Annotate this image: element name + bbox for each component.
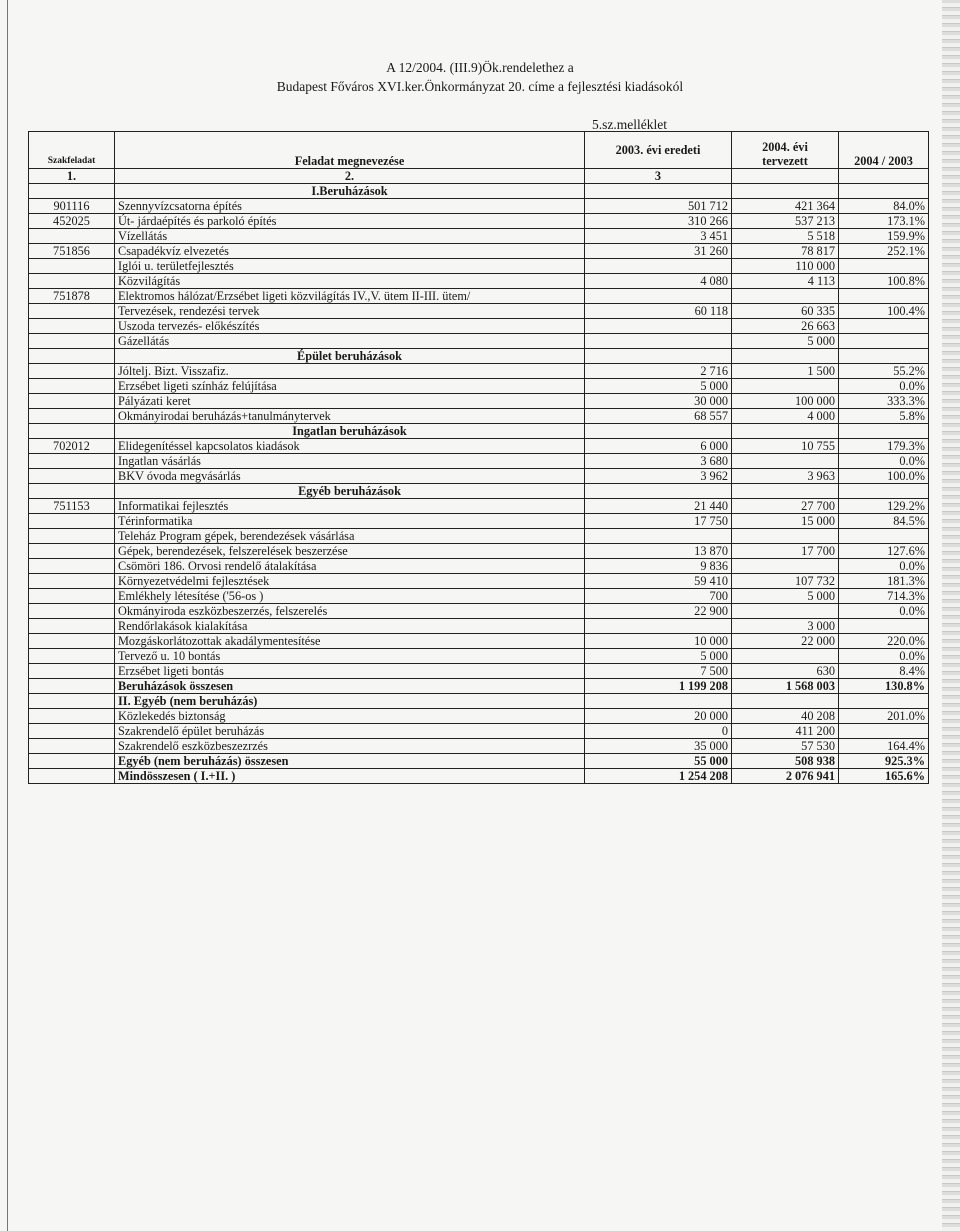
row-ratio: 0.0% xyxy=(839,379,929,394)
row-ratio: 5.8% xyxy=(839,409,929,424)
row-name: Pályázati keret xyxy=(115,394,585,409)
row-name: Út- járdaépítés és parkoló építés xyxy=(115,214,585,229)
row-ratio: 100.8% xyxy=(839,274,929,289)
row-value-2003: 3 451 xyxy=(585,229,732,244)
row-value-2003 xyxy=(585,259,732,274)
decree-reference: A 12/2004. (III.9)Ök.rendelethez a xyxy=(386,60,574,75)
row-code xyxy=(29,559,115,574)
section-ratio-cell xyxy=(839,184,929,199)
row-value-2004: 1 500 xyxy=(732,364,839,379)
row-ratio: 130.8% xyxy=(839,679,929,694)
row-code: 751856 xyxy=(29,244,115,259)
row-value-2003 xyxy=(585,529,732,544)
row-value-2003: 20 000 xyxy=(585,709,732,724)
row-code xyxy=(29,364,115,379)
row-value-2004: 100 000 xyxy=(732,394,839,409)
row-code xyxy=(29,664,115,679)
row-ratio: 220.0% xyxy=(839,634,929,649)
table-row xyxy=(29,319,929,334)
row-value-2003: 2 716 xyxy=(585,364,732,379)
row-value-2003: 68 557 xyxy=(585,409,732,424)
total-row xyxy=(29,769,929,784)
table-row xyxy=(29,574,929,589)
header-ratio: 2004 / 2003 xyxy=(839,132,929,169)
row-code xyxy=(29,649,115,664)
row-value-2004: 110 000 xyxy=(732,259,839,274)
table-row xyxy=(29,454,929,469)
table-row xyxy=(29,589,929,604)
row-code xyxy=(29,229,115,244)
row-code xyxy=(29,769,115,784)
row-name: BKV óvoda megvásárlás xyxy=(115,469,585,484)
row-value-2004: 411 200 xyxy=(732,724,839,739)
row-value-2004: 3 000 xyxy=(732,619,839,634)
table-row xyxy=(29,724,929,739)
row-value-2004: 78 817 xyxy=(732,244,839,259)
row-value-2003: 1 254 208 xyxy=(585,769,732,784)
row-ratio xyxy=(839,619,929,634)
table-row xyxy=(29,499,929,514)
row-name: Elidegenítéssel kapcsolatos kiadások xyxy=(115,439,585,454)
row-code xyxy=(29,274,115,289)
row-name: Beruházások összesen xyxy=(115,679,585,694)
row-value-2004: 2 076 941 xyxy=(732,769,839,784)
row-ratio xyxy=(839,289,929,304)
table-row xyxy=(29,394,929,409)
section-row xyxy=(29,184,929,199)
budget-table xyxy=(28,131,929,784)
row-code xyxy=(29,469,115,484)
table-row xyxy=(29,334,929,349)
row-value-2004: 5 000 xyxy=(732,589,839,604)
row-ratio: 159.9% xyxy=(839,229,929,244)
total-row xyxy=(29,754,929,769)
row-name: Szennyvízcsatorna építés xyxy=(115,199,585,214)
row-code xyxy=(29,694,115,709)
section-code-cell xyxy=(29,484,115,499)
row-value-2004: 10 755 xyxy=(732,439,839,454)
row-code: 751153 xyxy=(29,499,115,514)
row-ratio: 179.3% xyxy=(839,439,929,454)
row-code: 452025 xyxy=(29,214,115,229)
row-value-2003: 5 000 xyxy=(585,649,732,664)
row-name: Gépek, berendezések, felszerelések beszerzése xyxy=(115,544,585,559)
row-value-2004: 57 530 xyxy=(732,739,839,754)
row-name: Környezetvédelmi fejlesztések xyxy=(115,574,585,589)
row-code xyxy=(29,739,115,754)
section-title: Ingatlan beruházások xyxy=(115,424,585,439)
row-name: Tervező u. 10 bontás xyxy=(115,649,585,664)
table-row xyxy=(29,409,929,424)
row-ratio: 8.4% xyxy=(839,664,929,679)
row-value-2004: 537 213 xyxy=(732,214,839,229)
row-code xyxy=(29,514,115,529)
row-name: Teleház Program gépek, berendezések vásárlása xyxy=(115,529,585,544)
row-value-2004 xyxy=(732,289,839,304)
row-code xyxy=(29,379,115,394)
section-2003-cell xyxy=(585,349,732,364)
colnum-2004 xyxy=(732,169,839,184)
row-name: Tervezések, rendezési tervek xyxy=(115,304,585,319)
row-value-2003 xyxy=(585,694,732,709)
row-code: 702012 xyxy=(29,439,115,454)
section-2004-cell xyxy=(732,349,839,364)
row-name: Erzsébet ligeti bontás xyxy=(115,664,585,679)
table-row xyxy=(29,559,929,574)
table-row xyxy=(29,544,929,559)
row-name: Szakrendelő eszközbeszezrzés xyxy=(115,739,585,754)
row-value-2003: 60 118 xyxy=(585,304,732,319)
row-ratio: 100.0% xyxy=(839,469,929,484)
row-value-2003 xyxy=(585,319,732,334)
row-ratio: 100.4% xyxy=(839,304,929,319)
row-code xyxy=(29,394,115,409)
column-number-row xyxy=(29,169,929,184)
section-row xyxy=(29,424,929,439)
section-ratio-cell xyxy=(839,424,929,439)
row-value-2004 xyxy=(732,559,839,574)
row-ratio: 181.3% xyxy=(839,574,929,589)
row-code xyxy=(29,604,115,619)
row-value-2004 xyxy=(732,604,839,619)
table-row xyxy=(29,214,929,229)
row-code: 751878 xyxy=(29,289,115,304)
row-value-2004: 4 000 xyxy=(732,409,839,424)
row-ratio: 84.0% xyxy=(839,199,929,214)
row-name: Ingatlan vásárlás xyxy=(115,454,585,469)
table-row xyxy=(29,634,929,649)
section-code-cell xyxy=(29,424,115,439)
section-code-cell xyxy=(29,184,115,199)
table-row xyxy=(29,664,929,679)
row-value-2003: 17 750 xyxy=(585,514,732,529)
row-value-2004 xyxy=(732,694,839,709)
table-row xyxy=(29,739,929,754)
row-code xyxy=(29,589,115,604)
row-value-2003: 3 962 xyxy=(585,469,732,484)
table-row xyxy=(29,364,929,379)
row-value-2004 xyxy=(732,454,839,469)
row-code xyxy=(29,529,115,544)
table-row xyxy=(29,619,929,634)
table-row xyxy=(29,199,929,214)
section-2003-cell xyxy=(585,484,732,499)
row-value-2004: 15 000 xyxy=(732,514,839,529)
row-value-2004: 3 963 xyxy=(732,469,839,484)
row-name: Iglói u. területfejlesztés xyxy=(115,259,585,274)
row-name: Okmányiroda eszközbeszerzés, felszerelés xyxy=(115,604,585,619)
row-value-2003: 501 712 xyxy=(585,199,732,214)
header-code: Szakfeladat xyxy=(29,132,115,169)
row-name: Elektromos hálózat/Erzsébet ligeti közvilágítás IV.,V. ütem II-III. ütem/ xyxy=(115,289,585,304)
row-name: Térinformatika xyxy=(115,514,585,529)
table-row xyxy=(29,244,929,259)
row-value-2003: 59 410 xyxy=(585,574,732,589)
row-name: Emlékhely létesítése ('56-os ) xyxy=(115,589,585,604)
row-ratio: 127.6% xyxy=(839,544,929,559)
row-code xyxy=(29,409,115,424)
row-code xyxy=(29,619,115,634)
row-value-2003: 13 870 xyxy=(585,544,732,559)
row-value-2004: 27 700 xyxy=(732,499,839,514)
table-row xyxy=(29,439,929,454)
row-code xyxy=(29,709,115,724)
row-value-2003: 0 xyxy=(585,724,732,739)
row-name: Erzsébet ligeti színház felújítása xyxy=(115,379,585,394)
row-value-2003: 10 000 xyxy=(585,634,732,649)
section-ratio-cell xyxy=(839,484,929,499)
row-value-2004 xyxy=(732,529,839,544)
row-ratio xyxy=(839,319,929,334)
row-ratio: 165.6% xyxy=(839,769,929,784)
budget-table-body xyxy=(29,132,929,784)
row-value-2004: 5 518 xyxy=(732,229,839,244)
document-title: Budapest Főváros XVI.ker.Önkormányzat 20. címe a fejlesztési kiadásokól xyxy=(276,79,684,94)
row-value-2004: 17 700 xyxy=(732,544,839,559)
row-name: II. Egyéb (nem beruházás) xyxy=(115,694,585,709)
header-2004-line2: tervezett xyxy=(762,154,808,168)
row-value-2003: 310 266 xyxy=(585,214,732,229)
row-ratio: 201.0% xyxy=(839,709,929,724)
row-value-2004: 22 000 xyxy=(732,634,839,649)
row-value-2004: 26 663 xyxy=(732,319,839,334)
row-ratio xyxy=(839,529,929,544)
table-row xyxy=(29,604,929,619)
row-ratio xyxy=(839,724,929,739)
row-ratio: 0.0% xyxy=(839,559,929,574)
table-row xyxy=(29,379,929,394)
annex-label: 5.sz.melléklet xyxy=(592,117,667,132)
row-code xyxy=(29,334,115,349)
table-header-row xyxy=(29,132,929,169)
colnum-name: 2. xyxy=(115,169,585,184)
section-2004-cell xyxy=(732,484,839,499)
row-ratio: 0.0% xyxy=(839,454,929,469)
row-name: Közlekedés biztonság xyxy=(115,709,585,724)
row-value-2003: 21 440 xyxy=(585,499,732,514)
row-code xyxy=(29,454,115,469)
row-name: Közvilágítás xyxy=(115,274,585,289)
row-value-2003: 55 000 xyxy=(585,754,732,769)
row-value-2003: 9 836 xyxy=(585,559,732,574)
row-value-2003 xyxy=(585,334,732,349)
row-ratio: 925.3% xyxy=(839,754,929,769)
row-value-2004: 630 xyxy=(732,664,839,679)
row-ratio: 55.2% xyxy=(839,364,929,379)
row-value-2004: 5 000 xyxy=(732,334,839,349)
row-name: Mozgáskorlátozottak akadálymentesítése xyxy=(115,634,585,649)
row-code xyxy=(29,544,115,559)
section-row xyxy=(29,349,929,364)
row-ratio xyxy=(839,694,929,709)
table-row xyxy=(29,514,929,529)
row-value-2004: 4 113 xyxy=(732,274,839,289)
row-value-2003: 6 000 xyxy=(585,439,732,454)
section-title: I.Beruházások xyxy=(115,184,585,199)
section-title: Épület beruházások xyxy=(115,349,585,364)
row-value-2004: 508 938 xyxy=(732,754,839,769)
table-row xyxy=(29,649,929,664)
row-value-2003: 1 199 208 xyxy=(585,679,732,694)
row-ratio xyxy=(839,259,929,274)
table-row xyxy=(29,274,929,289)
row-value-2004 xyxy=(732,649,839,664)
row-name: Vízellátás xyxy=(115,229,585,244)
row-value-2004: 1 568 003 xyxy=(732,679,839,694)
section-2004-cell xyxy=(732,184,839,199)
row-ratio: 84.5% xyxy=(839,514,929,529)
table-row xyxy=(29,289,929,304)
section-2004-cell xyxy=(732,424,839,439)
table-row xyxy=(29,529,929,544)
row-value-2003: 22 900 xyxy=(585,604,732,619)
row-value-2003: 31 260 xyxy=(585,244,732,259)
row-code xyxy=(29,679,115,694)
row-value-2003: 700 xyxy=(585,589,732,604)
row-name: Szakrendelő épület beruházás xyxy=(115,724,585,739)
row-name: Csömöri 186. Orvosi rendelő átalakítása xyxy=(115,559,585,574)
row-name: Gázellátás xyxy=(115,334,585,349)
row-code xyxy=(29,319,115,334)
section-2003-cell xyxy=(585,184,732,199)
row-name: Informatikai fejlesztés xyxy=(115,499,585,514)
table-row xyxy=(29,259,929,274)
header-2004 xyxy=(732,132,839,169)
row-ratio: 0.0% xyxy=(839,604,929,619)
row-value-2003: 5 000 xyxy=(585,379,732,394)
row-ratio: 129.2% xyxy=(839,499,929,514)
row-name: Mindösszesen ( I.+II. ) xyxy=(115,769,585,784)
row-ratio: 714.3% xyxy=(839,589,929,604)
row-code xyxy=(29,724,115,739)
row-value-2003: 30 000 xyxy=(585,394,732,409)
total-row xyxy=(29,679,929,694)
section-ratio-cell xyxy=(839,349,929,364)
row-ratio xyxy=(839,334,929,349)
colnum-code: 1. xyxy=(29,169,115,184)
row-name: Uszoda tervezés- előkészítés xyxy=(115,319,585,334)
colnum-2003: 3 xyxy=(585,169,732,184)
header-name: Feladat megnevezése xyxy=(115,132,585,169)
row-value-2004 xyxy=(732,379,839,394)
row-value-2004: 60 335 xyxy=(732,304,839,319)
colnum-ratio xyxy=(839,169,929,184)
table-row xyxy=(29,709,929,724)
row-ratio: 173.1% xyxy=(839,214,929,229)
table-row xyxy=(29,469,929,484)
row-code xyxy=(29,259,115,274)
table-row xyxy=(29,229,929,244)
row-value-2004: 421 364 xyxy=(732,199,839,214)
row-code xyxy=(29,304,115,319)
row-value-2003 xyxy=(585,289,732,304)
scan-edge-line xyxy=(7,0,8,1231)
row-name: Rendőrlakások kialakítása xyxy=(115,619,585,634)
row-code xyxy=(29,634,115,649)
row-value-2003: 7 500 xyxy=(585,664,732,679)
row-name: Jóltelj. Bizt. Visszafiz. xyxy=(115,364,585,379)
row-value-2003: 4 080 xyxy=(585,274,732,289)
row-name: Csapadékvíz elvezetés xyxy=(115,244,585,259)
header-2004-line1: 2004. évi xyxy=(762,140,808,154)
table-row xyxy=(29,304,929,319)
row-ratio: 252.1% xyxy=(839,244,929,259)
row-ratio: 164.4% xyxy=(839,739,929,754)
row-ratio: 333.3% xyxy=(839,394,929,409)
row-name: Egyéb (nem beruházás) összesen xyxy=(115,754,585,769)
row-ratio: 0.0% xyxy=(839,649,929,664)
section-code-cell xyxy=(29,349,115,364)
scan-edge-strip xyxy=(942,0,960,1231)
row-code xyxy=(29,574,115,589)
row-value-2003: 3 680 xyxy=(585,454,732,469)
row-value-2004: 40 208 xyxy=(732,709,839,724)
row-name: Okmányirodai beruházás+tanulmánytervek xyxy=(115,409,585,424)
section-title: Egyéb beruházások xyxy=(115,484,585,499)
row-value-2004: 107 732 xyxy=(732,574,839,589)
total-row xyxy=(29,694,929,709)
header-2003: 2003. évi eredeti xyxy=(585,132,732,169)
row-code xyxy=(29,754,115,769)
row-code: 901116 xyxy=(29,199,115,214)
row-value-2003: 35 000 xyxy=(585,739,732,754)
section-row xyxy=(29,484,929,499)
row-value-2003 xyxy=(585,619,732,634)
section-2003-cell xyxy=(585,424,732,439)
